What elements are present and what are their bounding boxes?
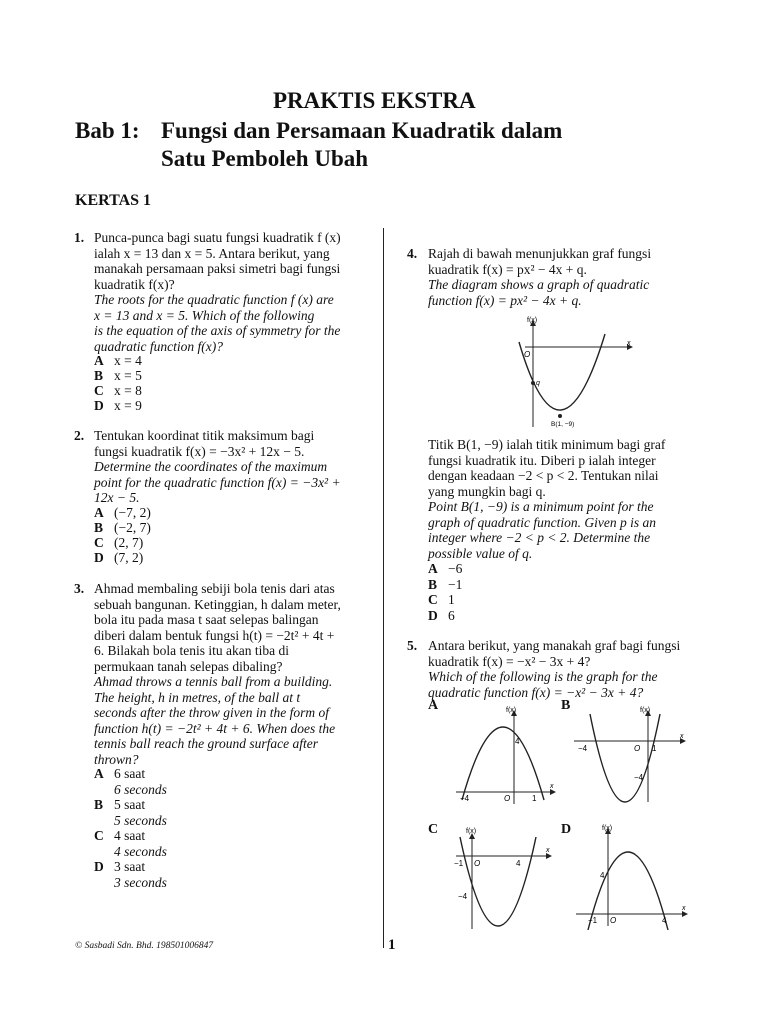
option-text: 4 saat bbox=[114, 828, 146, 843]
fx-label: f(x) bbox=[466, 828, 477, 835]
text-line: graph of quadratic function. Given p is an bbox=[428, 514, 656, 530]
question-text-en bbox=[428, 277, 649, 308]
graph-option-c[interactable] bbox=[452, 825, 557, 933]
text-line: integer where −2 < p < 2. Determine the bbox=[428, 530, 651, 545]
root-label: −4 bbox=[578, 744, 588, 753]
text-line: sebuah bangunan. Ketinggian, h dalam meter, bbox=[94, 596, 341, 612]
chapter-label: Bab 1: bbox=[75, 118, 140, 143]
text-line: Ahmad membaling sebiji bola tenis dari atas bbox=[94, 581, 335, 596]
question-number: 2. bbox=[74, 428, 85, 443]
fx-label: f(x) bbox=[640, 707, 651, 714]
parabola-curve bbox=[462, 727, 544, 800]
q-label: q bbox=[536, 380, 540, 387]
option-c[interactable] bbox=[428, 592, 455, 608]
text-line: possible value of q. bbox=[428, 545, 533, 561]
question-number: 3. bbox=[74, 581, 85, 596]
option-a[interactable] bbox=[428, 561, 462, 577]
option-key: D bbox=[94, 398, 104, 413]
question-text-en bbox=[94, 459, 341, 506]
question-text-ms bbox=[428, 638, 680, 669]
text-line: dengan keadaan −2 < p < 2. Tentukan nilai bbox=[428, 468, 659, 483]
question-text-en bbox=[94, 674, 335, 767]
root-label: 4 bbox=[662, 916, 667, 925]
parabola-curve bbox=[588, 852, 668, 930]
option-d[interactable] bbox=[94, 398, 142, 414]
origin-label: O bbox=[634, 744, 641, 753]
option-key: A bbox=[94, 766, 104, 781]
question-number: 1. bbox=[74, 230, 85, 245]
option-d[interactable] bbox=[94, 859, 167, 890]
text-line: permukaan tanah selepas dibaling? bbox=[94, 658, 283, 674]
question-text-ms bbox=[94, 230, 341, 292]
text-line: seconds after the throw given in the form of bbox=[94, 705, 329, 720]
q4-graph bbox=[505, 312, 635, 430]
page-title: PRAKTIS EKSTRA bbox=[273, 88, 476, 113]
origin-label: O bbox=[610, 916, 617, 925]
option-c-label[interactable]: C bbox=[428, 822, 439, 837]
text-line: bola itu pada masa t saat selepas balingan bbox=[94, 612, 319, 627]
option-text: 3 saat bbox=[114, 859, 146, 874]
option-a-label[interactable]: A bbox=[428, 698, 439, 713]
text-line: point for the quadratic function f(x) = −3x² + bbox=[94, 474, 341, 490]
text-line: 12x − 5. bbox=[94, 490, 140, 505]
option-text: x = 9 bbox=[114, 398, 142, 413]
text-line: Which of the following is the graph for the bbox=[428, 669, 658, 684]
page-number: 1 bbox=[388, 937, 396, 953]
intercept-label: −4 bbox=[458, 892, 468, 901]
option-b[interactable] bbox=[94, 368, 142, 384]
root-label: −4 bbox=[460, 794, 470, 803]
option-text: x = 4 bbox=[114, 353, 142, 368]
option-text: (−7, 2) bbox=[114, 505, 151, 520]
text-line: Ahmad throws a tennis ball from a building. bbox=[94, 674, 333, 689]
question-number: 5. bbox=[407, 638, 418, 653]
root-label: 1 bbox=[652, 744, 657, 753]
text-line: Determine the coordinates of the maximum bbox=[94, 459, 328, 474]
option-text-en: 5 seconds bbox=[114, 812, 167, 828]
option-key: C bbox=[94, 828, 104, 843]
text-line: The height, h in metres, of the ball at t bbox=[94, 689, 301, 705]
option-key: C bbox=[94, 535, 104, 550]
graph-option-a[interactable] bbox=[452, 700, 562, 808]
x-label: x bbox=[550, 783, 554, 790]
option-text: x = 8 bbox=[114, 383, 142, 398]
parabola-curve bbox=[590, 714, 660, 802]
option-c[interactable] bbox=[94, 383, 142, 399]
intercept-label: −4 bbox=[634, 773, 644, 782]
q-point bbox=[531, 381, 535, 385]
text-line: thrown? bbox=[94, 751, 139, 767]
option-key: A bbox=[428, 561, 438, 576]
option-a[interactable] bbox=[94, 353, 142, 369]
option-a[interactable] bbox=[94, 505, 151, 521]
text-line: function f(x) = px² − 4x + q. bbox=[428, 292, 582, 308]
text-line: The roots for the quadratic function f (x) are bbox=[94, 292, 334, 307]
x-label: x bbox=[682, 905, 686, 912]
parabola-curve bbox=[460, 837, 536, 926]
paper-heading: KERTAS 1 bbox=[75, 192, 152, 209]
column-divider bbox=[383, 228, 384, 948]
text-line: kuadratik f(x) = px² − 4x + q. bbox=[428, 261, 587, 277]
question-text-ms bbox=[94, 581, 341, 674]
option-text: 6 bbox=[448, 608, 455, 623]
option-key: B bbox=[94, 520, 104, 535]
origin-label: O bbox=[524, 350, 531, 359]
text-line: function h(t) = −2t² + 4t + 6. When does the bbox=[94, 720, 336, 736]
option-key: A bbox=[94, 353, 104, 368]
x-label: x bbox=[627, 340, 631, 347]
fx-label: f(x) bbox=[527, 317, 538, 324]
option-key: B bbox=[94, 797, 104, 812]
text-line: tennis ball reach the ground surface after bbox=[94, 736, 318, 751]
option-text-en: 6 seconds bbox=[114, 781, 167, 797]
option-b-label[interactable]: B bbox=[561, 698, 571, 713]
option-text: (2, 7) bbox=[114, 535, 144, 550]
text-line: fungsi kuadratik itu. Diberi p ialah integer bbox=[428, 452, 656, 468]
text-line: Tentukan koordinat titik maksimum bagi bbox=[94, 428, 315, 443]
text-line: Point B(1, −9) is a minimum point for the bbox=[428, 499, 654, 514]
text-line: fungsi kuadratik f(x) = −3x² + 12x − 5. bbox=[94, 443, 305, 459]
intercept-label: 4 bbox=[600, 871, 605, 880]
option-text: 6 saat bbox=[114, 766, 146, 781]
fx-label: f(x) bbox=[506, 707, 517, 714]
root-label: 4 bbox=[516, 859, 521, 868]
text-line: manakah persamaan paksi simetri bagi fungsi bbox=[94, 261, 341, 276]
chapter-title-line1: Fungsi dan Persamaan Kuadratik dalam bbox=[161, 118, 563, 143]
option-text-en: 4 seconds bbox=[114, 843, 167, 859]
option-key: A bbox=[94, 505, 104, 520]
option-text: −1 bbox=[448, 577, 463, 592]
option-b[interactable] bbox=[94, 797, 167, 828]
graph-option-b[interactable] bbox=[570, 700, 690, 808]
text-line: diberi dalam bentuk fungsi h(t) = −2t² + 4t + bbox=[94, 627, 335, 643]
question-text-en bbox=[428, 669, 658, 700]
option-c[interactable] bbox=[94, 535, 143, 551]
text-line: kuadratik f(x) = −x² − 3x + 4? bbox=[428, 653, 591, 669]
option-d[interactable] bbox=[94, 550, 143, 566]
intercept-label: 4 bbox=[515, 737, 520, 746]
text-line: yang mungkin bagi q. bbox=[428, 483, 546, 499]
chapter-title-line2: Satu Pemboleh Ubah bbox=[161, 146, 369, 171]
question-text-ms bbox=[94, 428, 314, 459]
option-c[interactable] bbox=[94, 828, 167, 859]
option-b[interactable] bbox=[428, 577, 462, 593]
copyright-footer: © Sasbadi Sdn. Bhd. 198501006847 bbox=[75, 941, 214, 951]
option-a[interactable] bbox=[94, 766, 167, 797]
point-label: B(1, −9) bbox=[551, 421, 575, 428]
root-label: 1 bbox=[532, 794, 537, 803]
origin-label: O bbox=[474, 859, 481, 868]
option-text: x = 5 bbox=[114, 368, 142, 383]
origin-label: O bbox=[504, 794, 511, 803]
text-line: Antara berikut, yang manakah graf bagi fungsi bbox=[428, 638, 681, 653]
text-line: Titik B(1, −9) ialah titik minimum bagi graf bbox=[428, 437, 666, 452]
option-text: (7, 2) bbox=[114, 550, 144, 565]
text-line: 6. Bilakah bola tenis itu akan tiba di bbox=[94, 643, 289, 658]
question-number: 4. bbox=[407, 246, 418, 261]
minimum-point bbox=[558, 414, 562, 418]
text-line: kuadratik f(x)? bbox=[94, 276, 175, 292]
fx-label: f(x) bbox=[602, 825, 613, 832]
option-key: D bbox=[94, 859, 104, 874]
question-text-en bbox=[94, 292, 340, 354]
text-line: Rajah di bawah menunjukkan graf fungsi bbox=[428, 246, 652, 261]
option-key: B bbox=[94, 368, 104, 383]
text-line: Punca-punca bagi suatu fungsi kuadratik f (x) bbox=[94, 230, 341, 245]
parabola-curve bbox=[519, 334, 605, 410]
x-label: x bbox=[680, 733, 684, 740]
option-b[interactable] bbox=[94, 520, 151, 536]
text-line: is the equation of the axis of symmetry for the bbox=[94, 323, 341, 338]
graph-option-d[interactable] bbox=[572, 818, 692, 930]
text-line: quadratic function f(x)? bbox=[94, 338, 223, 354]
text-line: The diagram shows a graph of quadratic bbox=[428, 277, 650, 292]
option-key: C bbox=[94, 383, 104, 398]
option-key: B bbox=[428, 577, 438, 592]
option-d[interactable] bbox=[428, 608, 455, 624]
option-key: D bbox=[94, 550, 104, 565]
question-text-ms-2 bbox=[428, 437, 665, 499]
option-text-en: 3 seconds bbox=[114, 874, 167, 890]
text-line: x = 13 and x = 5. Which of the following bbox=[94, 307, 315, 323]
option-d-label[interactable]: D bbox=[561, 822, 572, 837]
option-key: C bbox=[428, 592, 438, 607]
option-key: D bbox=[428, 608, 438, 623]
option-text: 1 bbox=[448, 592, 455, 607]
text-line: ialah x = 13 dan x = 5. Antara berikut, yang bbox=[94, 245, 330, 261]
question-text-en-2 bbox=[428, 499, 656, 561]
root-label: −1 bbox=[454, 859, 464, 868]
root-label: −1 bbox=[588, 916, 598, 925]
x-label: x bbox=[546, 847, 550, 854]
option-text: (−2, 7) bbox=[114, 520, 151, 535]
question-text-ms bbox=[428, 246, 651, 277]
option-text: 5 saat bbox=[114, 797, 146, 812]
text-line: quadratic function f(x) = −x² − 3x + 4? bbox=[428, 684, 644, 700]
option-text: −6 bbox=[448, 561, 463, 576]
